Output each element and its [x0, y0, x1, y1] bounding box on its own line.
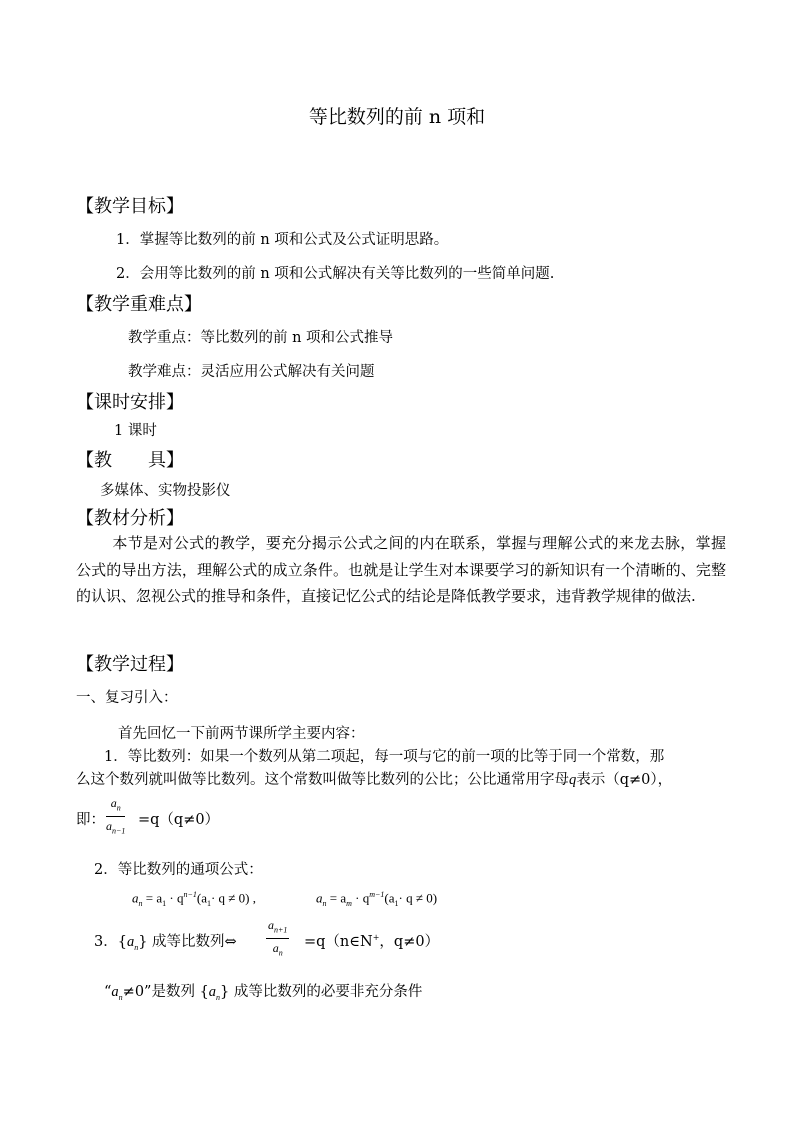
analysis-paragraph	[76, 530, 726, 610]
item-3-fraction	[266, 917, 289, 963]
section-heading-tools: 【教 具】	[76, 450, 184, 471]
necessary-condition-line: “$a_n\ne 0$”是数列 $\{a_n\}$ 成等比数列的必要非充分条件	[104, 984, 423, 1002]
general-term-heading: 2．等比数列的通项公式：	[94, 862, 263, 878]
section-heading-goals: 【教学目标】	[76, 196, 184, 217]
schedule-text: 1 课时	[114, 423, 157, 439]
definition-line-2	[76, 768, 672, 789]
definition-line-2-text: 么这个数列就叫做等比数列。这个常数叫做等比数列的公比；公比通常用字母	[76, 772, 569, 788]
goal-item-2: 2．会用等比数列的前 n 项和公式解决有关等比数列的一些简单问题.	[116, 266, 555, 282]
ratio-fraction-numerator: $a_n$	[106, 795, 125, 817]
tools-text: 多媒体、实物投影仪	[100, 483, 231, 499]
process-intro: 首先回忆一下前两节课所学主要内容：	[118, 726, 365, 742]
definition-line-1: 1．等比数列：如果一个数列从第二项起，每一项与它的前一项的比等于同一个常数，那	[104, 749, 665, 765]
section-heading-analysis: 【教材分析】	[76, 508, 184, 529]
section-heading-process: 【教学过程】	[76, 654, 184, 675]
item-3-fraction-denominator: $a_n$	[272, 941, 283, 958]
key-point-item-1: 教学重点：等比数列的前 n 项和公式推导	[128, 330, 394, 346]
goal-item-1: 1．掌握等比数列的前 n 项和公式及公式证明思路。	[116, 232, 449, 248]
section-heading-key-points: 【教学重难点】	[76, 294, 202, 315]
item-3-left: 3．$\{a_n\}$ 成等比数列⇔	[94, 934, 237, 952]
definition-line-2-end: 表示（q≠0），	[576, 772, 673, 788]
section-heading-schedule: 【课时安排】	[76, 392, 184, 413]
analysis-text: 本节是对公式的教学，要充分揭示公式之间的内在联系，掌握与理解公式的来龙去脉，掌握公式的导出方法，理解公式的成立条件。也就是让学生对本课要学习的新知识有一个清晰的、完整的认识、忽视公式的推导和条件，直接记忆公式的结论是降低教学要求，违背教学规律的做法.	[76, 534, 726, 605]
ie-label: 即：	[76, 812, 105, 828]
ratio-symbol-q: q	[569, 772, 577, 788]
item-3-right: =q（n∈N+，q≠0）	[304, 933, 440, 950]
page-title: 等比数列的前 n 项和	[308, 106, 486, 128]
item-3-fraction-numerator: $a_{n+1}$	[266, 917, 289, 939]
general-term-formula-1: $a_n = a_1 \cdot q^{n-1}(a_1\cdot q \ne 0)$ ,	[132, 890, 257, 908]
ratio-fraction-denominator: $a_{n-1}$	[106, 819, 126, 836]
ratio-rhs: =q（q≠0）	[138, 812, 220, 828]
ratio-fraction	[106, 795, 125, 841]
key-point-item-2: 教学难点：灵活应用公式解决有关问题	[128, 364, 375, 380]
process-sub-heading-1: 一、复习引入：	[76, 690, 178, 706]
general-term-formula-2: $a_n = a_m \cdot q^{m-1}(a_1\cdot q \ne 0)$	[316, 890, 438, 908]
